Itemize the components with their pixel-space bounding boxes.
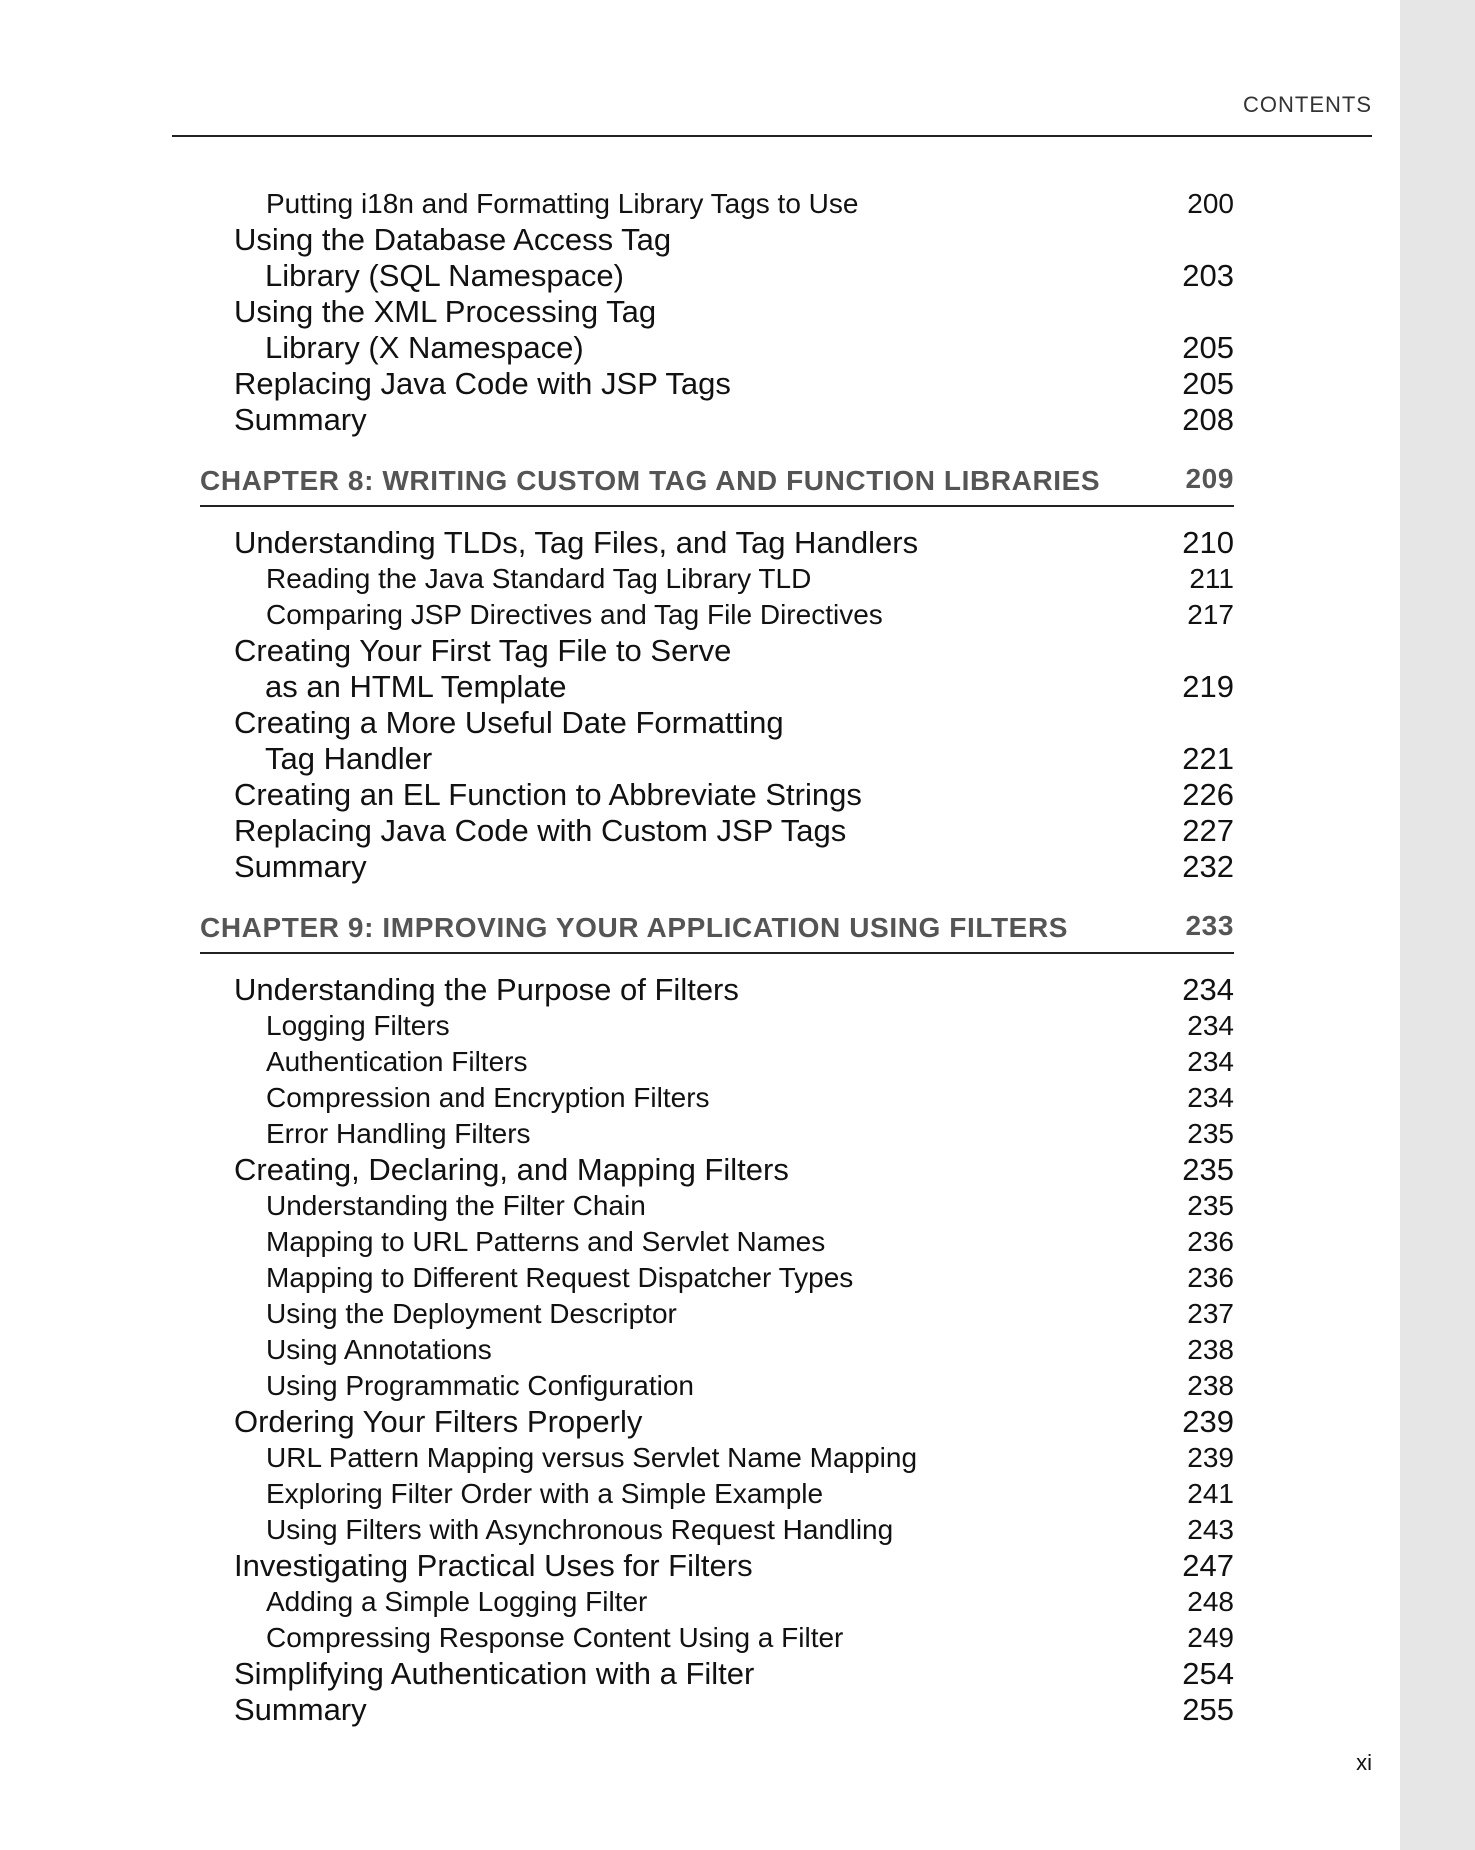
toc-page-number: 234 xyxy=(1187,1046,1234,1077)
toc-entry[interactable] xyxy=(200,222,1234,294)
toc-page-number: 226 xyxy=(1182,777,1234,812)
page-folio: xi xyxy=(1356,1750,1372,1775)
toc-subentry[interactable] xyxy=(200,561,1234,597)
toc-entry[interactable] xyxy=(200,1152,1234,1188)
toc-entry-title: Simplifying Authentication with a Filter xyxy=(234,1656,755,1691)
toc-entry-title: Summary xyxy=(234,402,367,437)
toc-page-number: 238 xyxy=(1187,1370,1234,1401)
toc-block-chapter-9 xyxy=(200,972,1234,1728)
header-rule xyxy=(172,135,1372,137)
toc-block-chapter-7-continued xyxy=(200,186,1234,438)
toc-page-number: 238 xyxy=(1187,1334,1234,1365)
toc-entry[interactable] xyxy=(200,777,1234,813)
toc-entry-title: Replacing Java Code with JSP Tags xyxy=(234,366,731,401)
toc-page-number: 241 xyxy=(1187,1478,1234,1509)
toc-subentry[interactable] xyxy=(200,1476,1234,1512)
toc-entry[interactable] xyxy=(200,633,1234,705)
toc-subentry[interactable] xyxy=(200,1332,1234,1368)
toc-page-number: 200 xyxy=(1187,188,1234,219)
toc-entry[interactable] xyxy=(200,813,1234,849)
toc-page-number: 248 xyxy=(1187,1586,1234,1617)
toc-entry-title: Compression and Encryption Filters xyxy=(266,1082,710,1113)
toc-page-number: 255 xyxy=(1182,1692,1234,1727)
toc-entry-title: Authentication Filters xyxy=(266,1046,528,1077)
toc-subentry[interactable] xyxy=(200,1368,1234,1404)
toc-page-number: 235 xyxy=(1187,1118,1234,1149)
chapter-title: CHAPTER 9: IMPROVING YOUR APPLICATION USING FILTERS xyxy=(200,912,1069,943)
table-of-contents xyxy=(200,186,1234,1728)
toc-entry[interactable] xyxy=(200,294,1234,366)
toc-page-number: 210 xyxy=(1182,525,1234,560)
toc-page-number: 247 xyxy=(1182,1548,1234,1583)
toc-entry[interactable] xyxy=(200,402,1234,438)
toc-entry-title: Mapping to URL Patterns and Servlet Names xyxy=(266,1226,826,1257)
toc-entry-title: Summary xyxy=(234,1692,367,1727)
toc-entry-title: Comparing JSP Directives and Tag File Directives xyxy=(266,599,883,630)
toc-entry-title: Understanding the Filter Chain xyxy=(266,1190,646,1221)
toc-entry-title: Understanding the Purpose of Filters xyxy=(234,972,739,1007)
toc-entry-title: Reading the Java Standard Tag Library TLD xyxy=(266,563,812,594)
toc-subentry[interactable] xyxy=(200,1188,1234,1224)
toc-entry-title-continued: as an HTML Template xyxy=(265,669,567,704)
toc-entry-title: Creating Your First Tag File to Serve xyxy=(234,633,732,668)
toc-subentry[interactable] xyxy=(200,1512,1234,1548)
toc-subentry[interactable] xyxy=(200,1044,1234,1080)
toc-page-number: 217 xyxy=(1187,599,1234,630)
toc-entry[interactable] xyxy=(200,525,1234,561)
toc-page-number: 221 xyxy=(1182,741,1234,776)
toc-subentry[interactable] xyxy=(200,1620,1234,1656)
toc-entry-title: Investigating Practical Uses for Filters xyxy=(234,1548,753,1583)
toc-page-number: 235 xyxy=(1187,1190,1234,1221)
toc-entry-title-continued: Library (SQL Namespace) xyxy=(265,258,624,293)
toc-page-number: 219 xyxy=(1182,669,1234,704)
toc-page-number: 249 xyxy=(1187,1622,1234,1653)
running-head: CONTENTS xyxy=(1243,92,1372,117)
toc-entry-title: Summary xyxy=(234,849,367,884)
toc-page-number: 236 xyxy=(1187,1226,1234,1257)
toc-entry-title: Replacing Java Code with Custom JSP Tags xyxy=(234,813,847,848)
toc-page-number: 205 xyxy=(1182,366,1234,401)
toc-page-number: 211 xyxy=(1189,563,1234,594)
toc-entry-title: Using Annotations xyxy=(266,1334,492,1365)
toc-entry[interactable] xyxy=(200,972,1234,1008)
toc-entry-title-continued: Library (X Namespace) xyxy=(265,330,584,365)
toc-entry-title: Creating a More Useful Date Formatting xyxy=(234,705,784,740)
toc-entry-title: Creating, Declaring, and Mapping Filters xyxy=(234,1152,789,1187)
page-margin-strip xyxy=(1400,0,1475,1850)
toc-entry-title-continued: Tag Handler xyxy=(265,741,433,776)
toc-subentry[interactable] xyxy=(200,1116,1234,1152)
toc-entry-title: Exploring Filter Order with a Simple Example xyxy=(266,1478,824,1509)
toc-page-number: 254 xyxy=(1182,1656,1234,1691)
toc-entry[interactable] xyxy=(200,1548,1234,1584)
toc-entry[interactable] xyxy=(200,1692,1234,1728)
toc-subentry[interactable] xyxy=(200,597,1234,633)
toc-entry[interactable] xyxy=(200,366,1234,402)
chapter-page-number: 233 xyxy=(1185,910,1234,941)
chapter-title: CHAPTER 8: WRITING CUSTOM TAG AND FUNCTION LIBRARIES xyxy=(200,465,1101,496)
toc-page-number: 235 xyxy=(1182,1152,1234,1187)
toc-entry-title: Mapping to Different Request Dispatcher Types xyxy=(266,1262,854,1293)
toc-entry-title: Creating an EL Function to Abbreviate Strings xyxy=(234,777,862,812)
toc-entry[interactable] xyxy=(200,1656,1234,1692)
toc-entry-title: Compressing Response Content Using a Filter xyxy=(266,1622,844,1653)
toc-page-number: 227 xyxy=(1182,813,1234,848)
toc-page-number: 236 xyxy=(1187,1262,1234,1293)
toc-page-number: 237 xyxy=(1187,1298,1234,1329)
toc-page-number: 243 xyxy=(1187,1514,1234,1545)
toc-page-number: 203 xyxy=(1182,258,1234,293)
chapter-heading-9[interactable] xyxy=(200,908,1234,954)
toc-page-number: 208 xyxy=(1182,402,1234,437)
toc-subentry[interactable] xyxy=(200,1224,1234,1260)
toc-entry-title: Using the Deployment Descriptor xyxy=(266,1298,677,1329)
toc-subentry[interactable] xyxy=(200,1080,1234,1116)
toc-page-number: 205 xyxy=(1182,330,1234,365)
toc-page-number: 232 xyxy=(1182,849,1234,884)
toc-entry-title: Using Filters with Asynchronous Request Handling xyxy=(266,1514,894,1545)
chapter-page-number: 209 xyxy=(1185,463,1234,494)
toc-subentry[interactable] xyxy=(200,1440,1234,1476)
toc-page-number: 239 xyxy=(1182,1404,1234,1439)
toc-entry-title: Logging Filters xyxy=(266,1010,450,1041)
toc-entry-title: Using the Database Access Tag xyxy=(234,222,672,257)
toc-subentry[interactable] xyxy=(200,1260,1234,1296)
toc-subentry[interactable] xyxy=(200,1296,1234,1332)
toc-entry-title: URL Pattern Mapping versus Servlet Name Mapping xyxy=(266,1442,918,1473)
toc-page-number: 234 xyxy=(1182,972,1234,1007)
toc-page-number: 239 xyxy=(1187,1442,1234,1473)
toc-entry[interactable] xyxy=(200,849,1234,885)
toc-entry-title: Understanding TLDs, Tag Files, and Tag Handlers xyxy=(234,525,919,560)
toc-page-number: 234 xyxy=(1187,1010,1234,1041)
toc-entry-title: Ordering Your Filters Properly xyxy=(234,1404,643,1439)
chapter-heading-8[interactable] xyxy=(200,461,1234,507)
toc-entry-title: Using the XML Processing Tag xyxy=(234,294,657,329)
toc-entry-title: Putting i18n and Formatting Library Tags to Use xyxy=(266,188,859,219)
toc-subentry[interactable] xyxy=(200,1008,1234,1044)
toc-entry[interactable] xyxy=(200,1404,1234,1440)
toc-entry-title: Error Handling Filters xyxy=(266,1118,531,1149)
toc-entry[interactable] xyxy=(200,705,1234,777)
toc-block-chapter-8 xyxy=(200,525,1234,885)
toc-subentry[interactable] xyxy=(200,186,1234,222)
toc-entry-title: Adding a Simple Logging Filter xyxy=(266,1586,648,1617)
toc-subentry[interactable] xyxy=(200,1584,1234,1620)
toc-entry-title: Using Programmatic Configuration xyxy=(266,1370,694,1401)
toc-page-number: 234 xyxy=(1187,1082,1234,1113)
